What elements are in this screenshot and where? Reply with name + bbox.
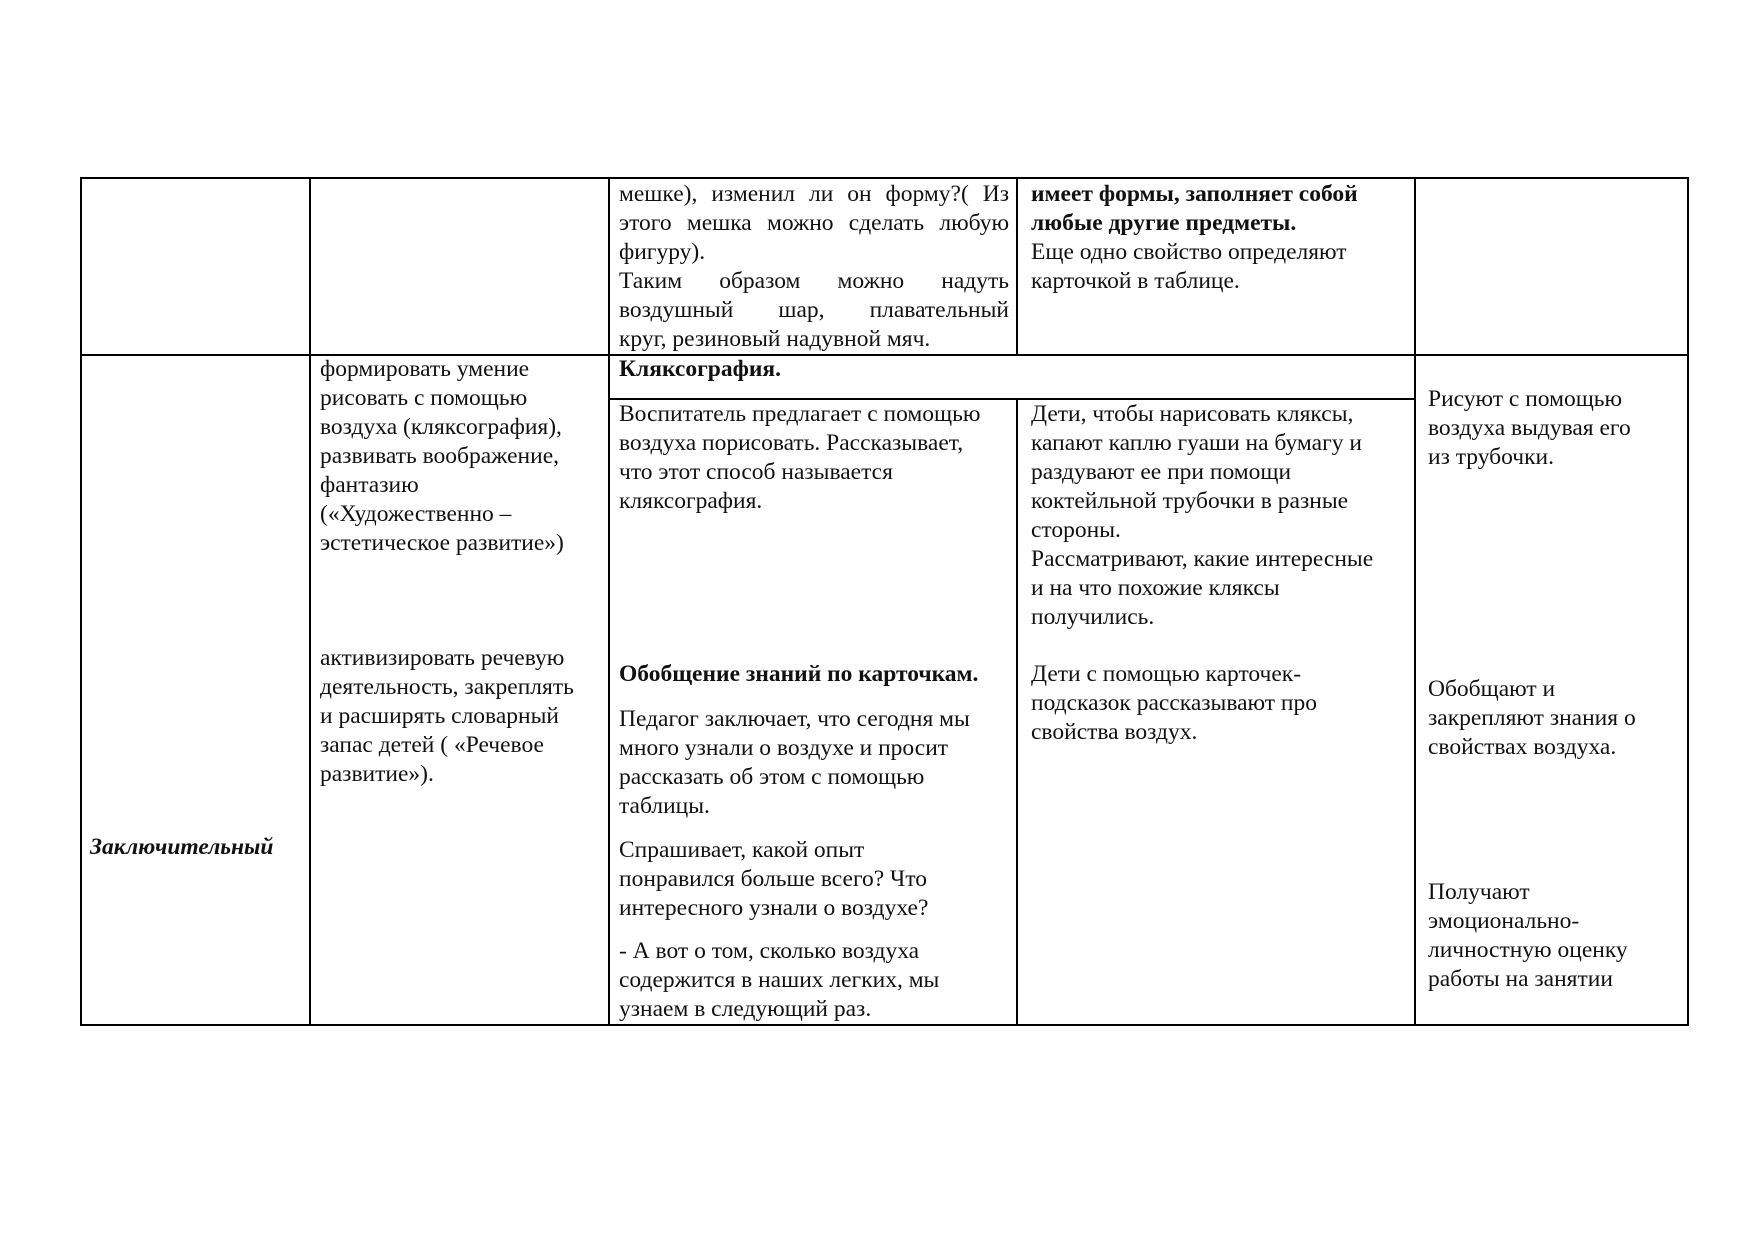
activity-title: Кляксография. xyxy=(619,356,781,382)
row1-col3-text: мешке), изменил ли он форму?( Из этого мешка можно сделать любую фигуру). Таким образом можно надуть воздушный шар, плавательный круг, резиновый надувной мяч. xyxy=(619,181,1009,352)
teacher-text-2: Педагог заключает, что сегодня мы много узнали о воздухе и просит рассказать об этом с помощью таблицы. xyxy=(619,706,970,819)
goal-2: активизировать речевую деятельность, закреплять и расширять словарный запас детей ( «Речевое развитие»). xyxy=(320,645,574,787)
summary-title: Обобщение знаний по карточкам. xyxy=(619,661,979,687)
children-text-2: Дети с помощью карточек- подсказок рассказывают про свойства воздух. xyxy=(1031,661,1318,745)
column-divider-4 xyxy=(1414,179,1416,1024)
stage-label: Заключительный xyxy=(90,834,274,860)
column-divider-2 xyxy=(608,179,610,1024)
result-text-3: Получают эмоционально- личностную оценку работы на занятии xyxy=(1428,879,1628,992)
column-divider-3-top xyxy=(1016,179,1018,354)
teacher-text-4: - А вот о том, сколько воздуха содержится в наших легких, мы узнаем в следующий раз. xyxy=(619,938,940,1022)
children-text-1: Дети, чтобы нарисовать кляксы, капают каплю гуаши на бумагу и раздувают ее при помощи коктейльной трубочки в разные стороны. Рассматривают, какие интересные и на что похожие кляксы получились. xyxy=(1031,401,1374,630)
teacher-text-1: Воспитатель предлагает с помощью воздуха порисовать. Рассказывает, что этот способ называется кляксография. xyxy=(619,401,981,514)
teacher-text-3: Спрашивает, какой опыт понравился больше всего? Что интересного узнали о воздухе? xyxy=(619,837,929,921)
result-text-1: Рисуют с помощью воздуха выдувая его из трубочки. xyxy=(1428,386,1631,470)
column-divider-1 xyxy=(309,179,311,1024)
goal-1: формировать умение рисовать с помощью воздуха (кляксография), развивать воображение, фантазию («Художественно – эстетическое развитие») xyxy=(320,356,564,556)
result-text-2: Обобщают и закрепляют знания о свойствах воздуха. xyxy=(1428,676,1636,760)
row1-col4-text: имеет формы, заполняет собой любые другие предметы. Еще одно свойство определяют карточкой в таблице. xyxy=(1031,181,1358,294)
column-divider-3-bottom xyxy=(1016,400,1018,1024)
